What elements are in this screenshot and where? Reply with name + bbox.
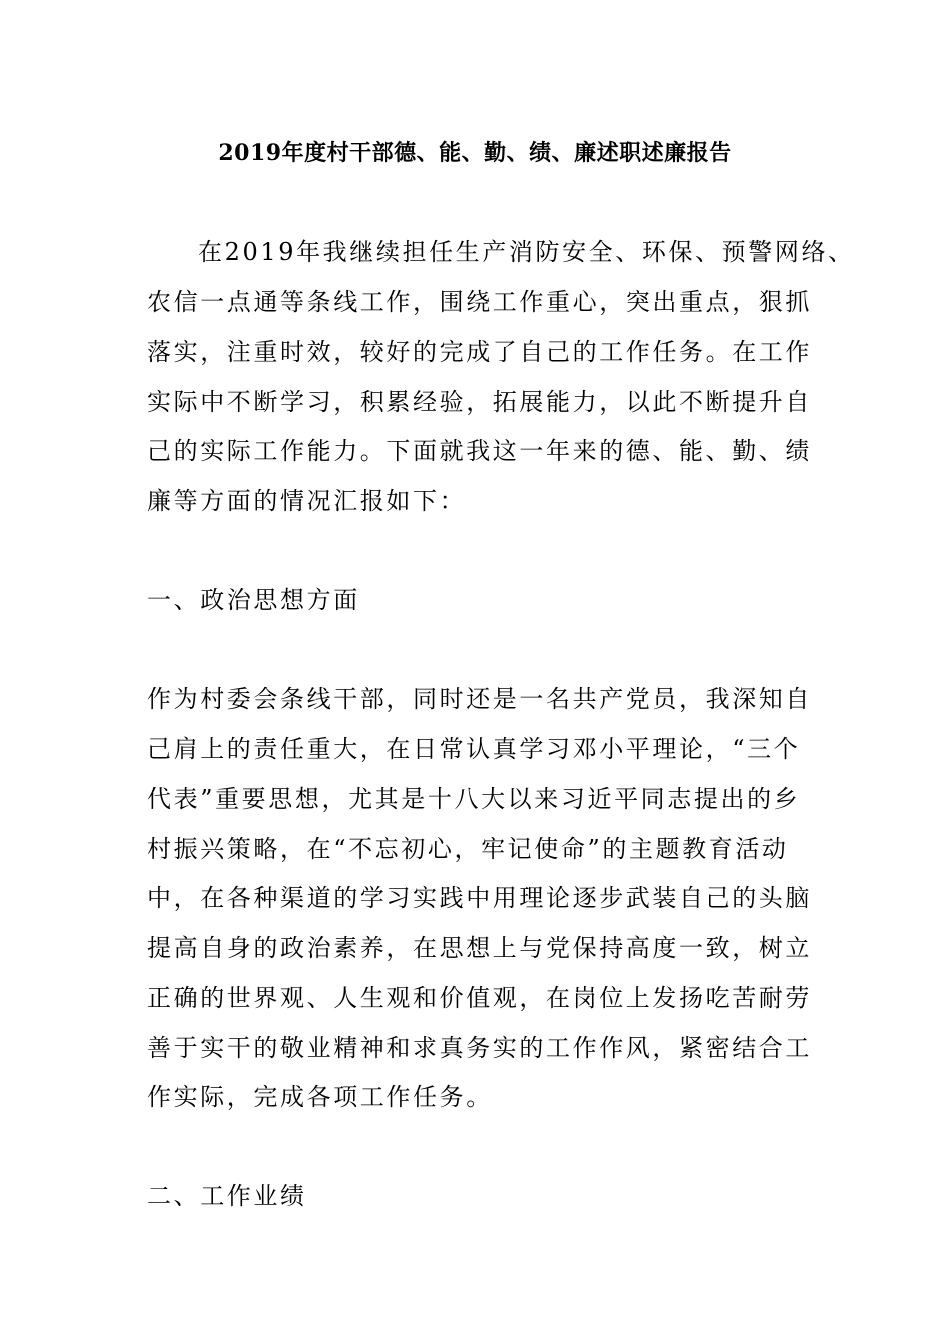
- section1-line-3: 代表”重要思想，尤其是十八大以来习近平同志提出的乡: [147, 785, 801, 813]
- section1-line-6: 提高自身的政治素养，在思想上与党保持高度一致，树立: [147, 934, 812, 962]
- section1-line-4: 村振兴策略，在“不忘初心，牢记使命”的主题教育活动: [147, 835, 789, 863]
- section1-line-5: 中，在各种渠道的学习实践中用理论逐步武装自己的头脑: [147, 884, 812, 912]
- document-title: 2019年度村干部德、能、勤、绩、廉述职述廉报告: [218, 140, 732, 166]
- section1-line-2: 己肩上的责任重大，在日常认真学习邓小平理论，“三个: [147, 735, 801, 763]
- section2-heading: 二、工作业绩: [147, 1182, 307, 1210]
- intro-line-5: 己的实际工作能力。下面就我这一年来的德、能、勤、绩: [147, 437, 812, 465]
- section1-line-1: 作为村委会条线干部，同时还是一名共产党员，我深知自: [147, 685, 812, 713]
- intro-line-2: 农信一点通等条线工作，围绕工作重心，突出重点，狠抓: [147, 288, 812, 316]
- intro-line-3: 落实，注重时效，较好的完成了自己的工作任务。在工作: [147, 338, 812, 366]
- intro-line-6: 廉等方面的情况汇报如下：: [147, 487, 467, 515]
- section1-line-8: 善于实干的敬业精神和求真务实的工作作风，紧密结合工: [147, 1034, 812, 1062]
- intro-line-4: 实际中不断学习，积累经验，拓展能力，以此不断提升自: [147, 388, 812, 416]
- section1-heading: 一、政治思想方面: [147, 586, 360, 614]
- section1-line-9: 作实际，完成各项工作任务。: [147, 1083, 493, 1111]
- section1-line-7: 正确的世界观、人生观和价值观，在岗位上发扬吃苦耐劳: [147, 984, 812, 1012]
- intro-line-1: 在2019年我继续担任生产消防安全、环保、预警网络、: [198, 238, 855, 266]
